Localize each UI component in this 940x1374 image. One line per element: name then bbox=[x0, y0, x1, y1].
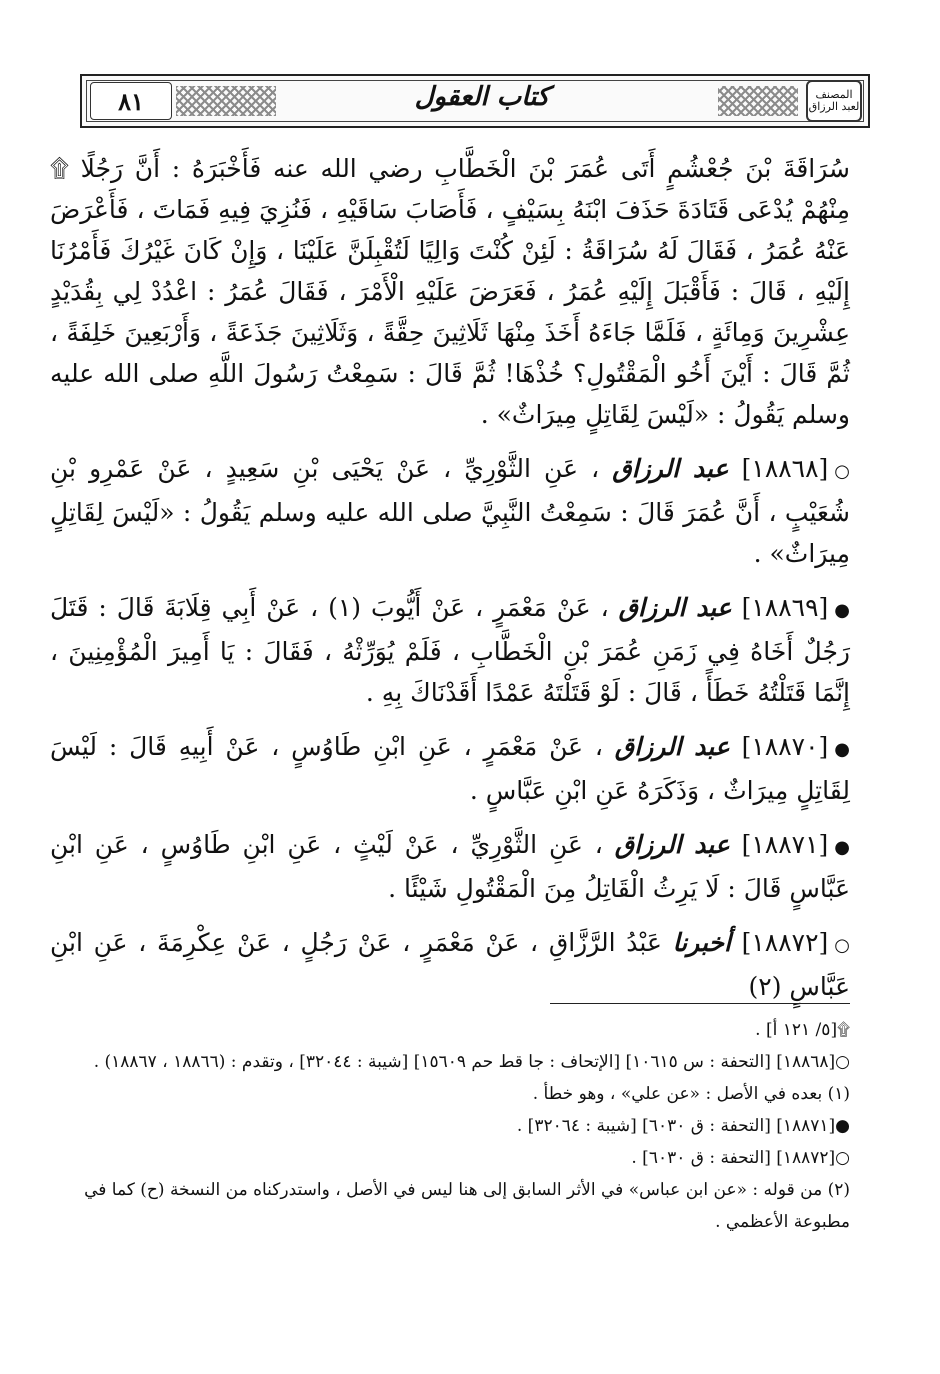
hadith-number: [١٨٨٧٢] bbox=[741, 928, 829, 957]
footnote: (٢) من قوله : «عن ابن عباس» في الأثر السابق إلى هنا ليس في الأصل ، واستدركناه من النسخة (ح) كما في مطبوعة الأعظمي . bbox=[84, 1180, 850, 1232]
paragraph-text: سُرَاقَةَ بْنَ جُعْشُمٍ أَتَى عُمَرَ بْنَ الْخَطَّابِ رضي الله عنه فَأَخْبَرَهُ : أَنَّ رَجُلًا ۩ مِنْهُمْ يُدْعَى قَتَادَةَ حَذَفَ ابْنَهُ بِسَيْفٍ ، فَأَصَابَ سَاقَيْهِ ، فَنُزِيَ فِيهِ فَمَاتَ ، فَأَعْرَضَ عَنْهُ عُمَرُ ، فَقَالَ لَهُ سُرَاقَةُ : لَئِنْ كُنْتَ وَالِيًا لَتُقْبِلَنَّ عَلَيْنَا ، وَإِنْ كَانَ غَيْرُكَ فَأَمْرُنَا إِلَيْهِ ، قَالَ : فَأَقْبَلَ إِلَيْهِ عُمَرُ ، فَعَرَضَ عَلَيْهِ الْأَمْرَ ، فَقَالَ عُمَرُ : اعْدُدْ لِي بِقُدَيْدٍ عِشْرِينَ وَمِائَةٍ ، فَلَمَّا جَاءَهُ أَخَذَ مِنْهَا ثَلَاثِينَ حِقَّةً ، وَثَلَاثِينَ جَذَعَةً ، وَأَرْبَعِينَ خَلِفَةً ، ثُمَّ قَالَ : أَيْنَ أَخُو الْمَقْتُولِ؟ خُذْهَا! ثُمَّ قَالَ : سَمِعْتُ رَسُولَ اللَّهِ صلى الله عليه وسلم يَقُولُ : «لَيْسَ لِقَاتِلٍ مِيرَاثٌ» . bbox=[50, 154, 850, 429]
footnote: ○[١٨٨٦٨] [التحفة : س ١٠٦١٥] [الإتحاف : جا قط حم ١٥٦٠٩] [شيبة : ٣٢٠٤٤] ، وتقدم : (١٨٨٦٦ ، ١٨٨٦٧) . bbox=[93, 1052, 850, 1072]
hadith-18869 bbox=[50, 587, 850, 713]
narrator-source: عبد الرزاق bbox=[614, 732, 730, 761]
footnotes bbox=[50, 1014, 850, 1238]
hadith-18872 bbox=[50, 922, 850, 1007]
narrator-source: عبد الرزاق bbox=[618, 593, 732, 622]
hadith-18868 bbox=[50, 448, 850, 574]
footnote: ۩[٥/ ١٢١ أ] . bbox=[755, 1020, 850, 1040]
header-ornament-left bbox=[176, 86, 276, 116]
footnote: (١) بعده في الأصل : «عن علي» ، وهو خطأ . bbox=[532, 1084, 850, 1104]
filled-circle-marker: ● bbox=[834, 600, 850, 621]
hadith-number: [١٨٨٦٩] bbox=[741, 593, 829, 622]
header-ornament-right bbox=[718, 86, 798, 116]
hadith-18870 bbox=[50, 726, 850, 811]
page-number: ٨١ bbox=[90, 82, 172, 120]
footnote: ●[١٨٨٧١] [التحفة : ق ٦٠٣٠] [شيبة : ٣٢٠٦٤] . bbox=[516, 1116, 850, 1136]
page-header bbox=[80, 74, 870, 128]
main-text bbox=[50, 148, 850, 1007]
paragraph-text: ، عَنِ الثَّوْرِيِّ ، عَنْ لَيْثٍ ، عَنِ ابْنِ طَاوُسٍ ، عَنِ ابْنِ عَبَّاسٍ قَالَ : لَا يَرِثُ الْقَاتِلُ مِنَ الْمَقْتُولِ شَيْئًا . bbox=[50, 830, 850, 903]
footnote: ○[١٨٨٧٢] [التحفة : ق ٦٠٣٠] . bbox=[631, 1148, 850, 1168]
book-title: كتاب العقول bbox=[414, 82, 550, 112]
paragraph-text: عَبْدُ الرَّزَّاقِ ، عَنْ مَعْمَرٍ ، عَنْ رَجُلٍ ، عَنْ عِكْرِمَةَ ، عَنِ ابْنِ عَبَّاسٍ (٢) bbox=[50, 928, 850, 1001]
hadith-18871 bbox=[50, 824, 850, 909]
hadith-number: [١٨٨٧٠] bbox=[741, 732, 829, 761]
paragraph-text: ، عَنِ الثَّوْرِيِّ ، عَنْ يَحْيَى بْنِ سَعِيدٍ ، عَنْ عَمْرِو بْنِ شُعَيْبٍ ، أَنَّ عُمَرَ قَالَ : سَمِعْتُ النَّبِيَّ صلى الله عليه وسلم يَقُولُ : «لَيْسَ لِقَاتِلٍ مِيرَاثٌ» . bbox=[50, 454, 850, 568]
hadith-number: [١٨٨٦٨] bbox=[741, 454, 829, 483]
narrator-source: عبد الرزاق bbox=[612, 454, 729, 483]
paragraph-text: ، عَنْ مَعْمَرٍ ، عَنْ أَيُّوبَ (١) ، عَنْ أَبِي قِلَابَةَ قَالَ : قَتَلَ رَجُلٌ أَخَاهُ فِي زَمَنِ عُمَرَ بْنِ الْخَطَّابِ ، فَلَمْ يُوَرِّثْهُ ، فَقَالَ : يَا أَمِيرَ الْمُؤْمِنِينَ ، إِنَّمَا قَتَلْتُهُ خَطَأً ، قَالَ : لَوْ قَتَلْتَهُ عَمْدًا أَقَدْنَاكَ بِهِ . bbox=[50, 593, 850, 707]
narrator-source: عبد الرزاق bbox=[614, 830, 730, 859]
hadith-continuation bbox=[50, 148, 850, 435]
filled-circle-marker: ● bbox=[834, 739, 850, 760]
narrator-source: أخبرنا bbox=[672, 928, 731, 957]
open-circle-marker: ○ bbox=[834, 935, 850, 956]
hadith-number: [١٨٨٧١] bbox=[741, 830, 829, 859]
footnote-separator bbox=[550, 1003, 850, 1004]
book-emblem: المصنف لعبد الرزاق bbox=[806, 80, 862, 122]
paragraph-text: ، عَنْ مَعْمَرٍ ، عَنِ ابْنِ طَاوُسٍ ، عَنْ أَبِيهِ قَالَ : لَيْسَ لِقَاتِلٍ مِيرَاثٌ ، وَذَكَرَهُ عَنِ ابْنِ عَبَّاسٍ . bbox=[50, 732, 850, 805]
filled-circle-marker: ● bbox=[834, 837, 850, 858]
open-circle-marker: ○ bbox=[834, 461, 851, 482]
